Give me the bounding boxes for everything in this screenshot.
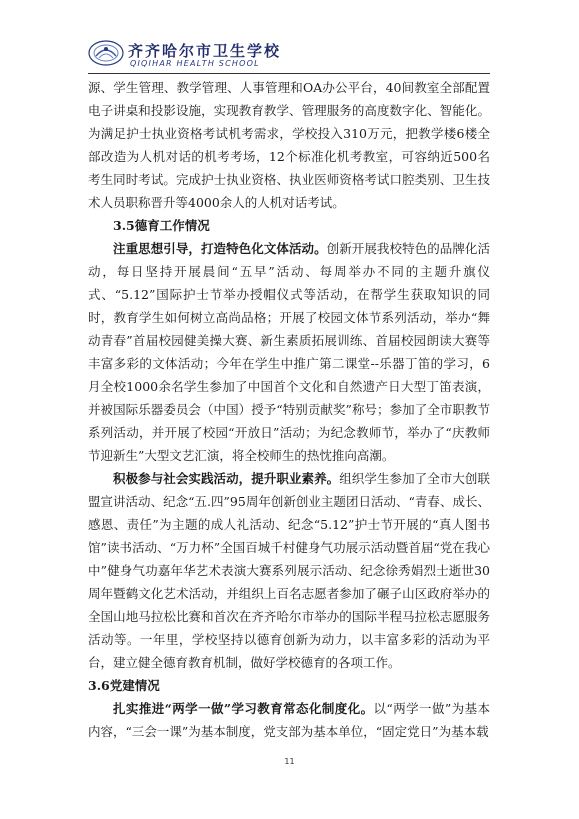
paragraph-text: 以“两学一做”为基本内容，“三会一课”为基本制度，党支部为基本单位，“固定党日”为基本载 — [88, 701, 490, 739]
paragraph — [88, 467, 490, 674]
page-number: 11 — [284, 757, 295, 766]
school-name-chinese: 齐齐哈尔市卫生学校 — [128, 42, 282, 60]
paragraph-text: 创新开展我校特色的品牌化活动，每日坚持开展晨间“五早”活动、每周举办不同的主题升旗仪式、“5.12”国际护士节举办授帽仪式等活动，在帮学生获取知识的同时，教育学生如何树立高尚品格；开展了校园文体节系列活动，举办“舞动青春”首届校园健美操大赛、新生素质拓展训练、首届校园朗读大赛等丰富多彩的文体活动；今年在学生中推广第二课堂--乐器丁笛的学习，6月全校1000余名学生参加了中国首个文化和自然遗产日大型丁笛表演，并被国际乐器委员会（中国）授予“特别贡献奖”称号；参加了全市职教节系列活动，并开展了校园“开放日”活动；为纪念教师节，举办了“庆教师节迎新生”大型文艺汇演，将全校师生的热忱推向高潮。 — [88, 241, 490, 463]
section-heading-3-5: 3.5德育工作情况 — [113, 218, 210, 233]
paragraph-text: 组织学生参加了全市大创联盟宣讲活动、纪念“五.四”95周年创新创业主题团日活动、“青春、成长、感恩、责任”为主题的成人礼活动、纪念“5.12”护士节开展的“真人图书馆”读书活动、“万力杯”全国百城千村健身气功展示活动暨首届“党在我心中”健身气功嘉年华艺术表演大赛系列展示活动、纪念徐秀娟烈士逝世30周年暨鹤文化艺术活动，并组织上百名志愿者参加了碾子山区政府举办的全国山地马拉松比赛和首次在齐齐哈尔市举办的国际半程马拉松志愿服务活动等。一年里，学校坚持以德育创新为动力，以丰富多彩的活动为平台，建立健全德育教育机制，做好学校德育的各项工作。 — [88, 471, 490, 670]
section-heading-3-6: 3.6党建情况 — [88, 678, 160, 693]
header-divider — [88, 73, 490, 74]
paragraph — [88, 237, 490, 467]
paragraph-lead: 扎实推进“两学一做”学习教育常态化制度化。 — [113, 701, 374, 716]
document-body — [88, 76, 490, 743]
paragraph-lead: 积极参与社会实践活动，提升职业素养。 — [113, 471, 340, 486]
school-emblem-icon — [88, 40, 124, 66]
paragraph — [88, 697, 490, 743]
school-name-english: QIQIHAR HEALTH SCHOOL — [130, 59, 260, 68]
paragraph-lead: 注重思想引导，打造特色化文体活动。 — [113, 241, 327, 256]
page-header — [88, 40, 328, 74]
paragraph: 源、学生管理、教学管理、人事管理和OA办公平台，40间教室全部配置电子讲桌和投影设施，实现教育教学、管理服务的高度数字化、智能化。为满足护士执业资格考试机考需求，学校投入310万元，把教学楼6楼全部改造为人机对话的机考考场，12个标准化机考教室，可容纳近500名考生同时考试。完成护士执业资格、执业医师资格考试口腔类别、卫生技术人员职称晋升等4000余人的人机对话考试。 — [88, 80, 490, 210]
